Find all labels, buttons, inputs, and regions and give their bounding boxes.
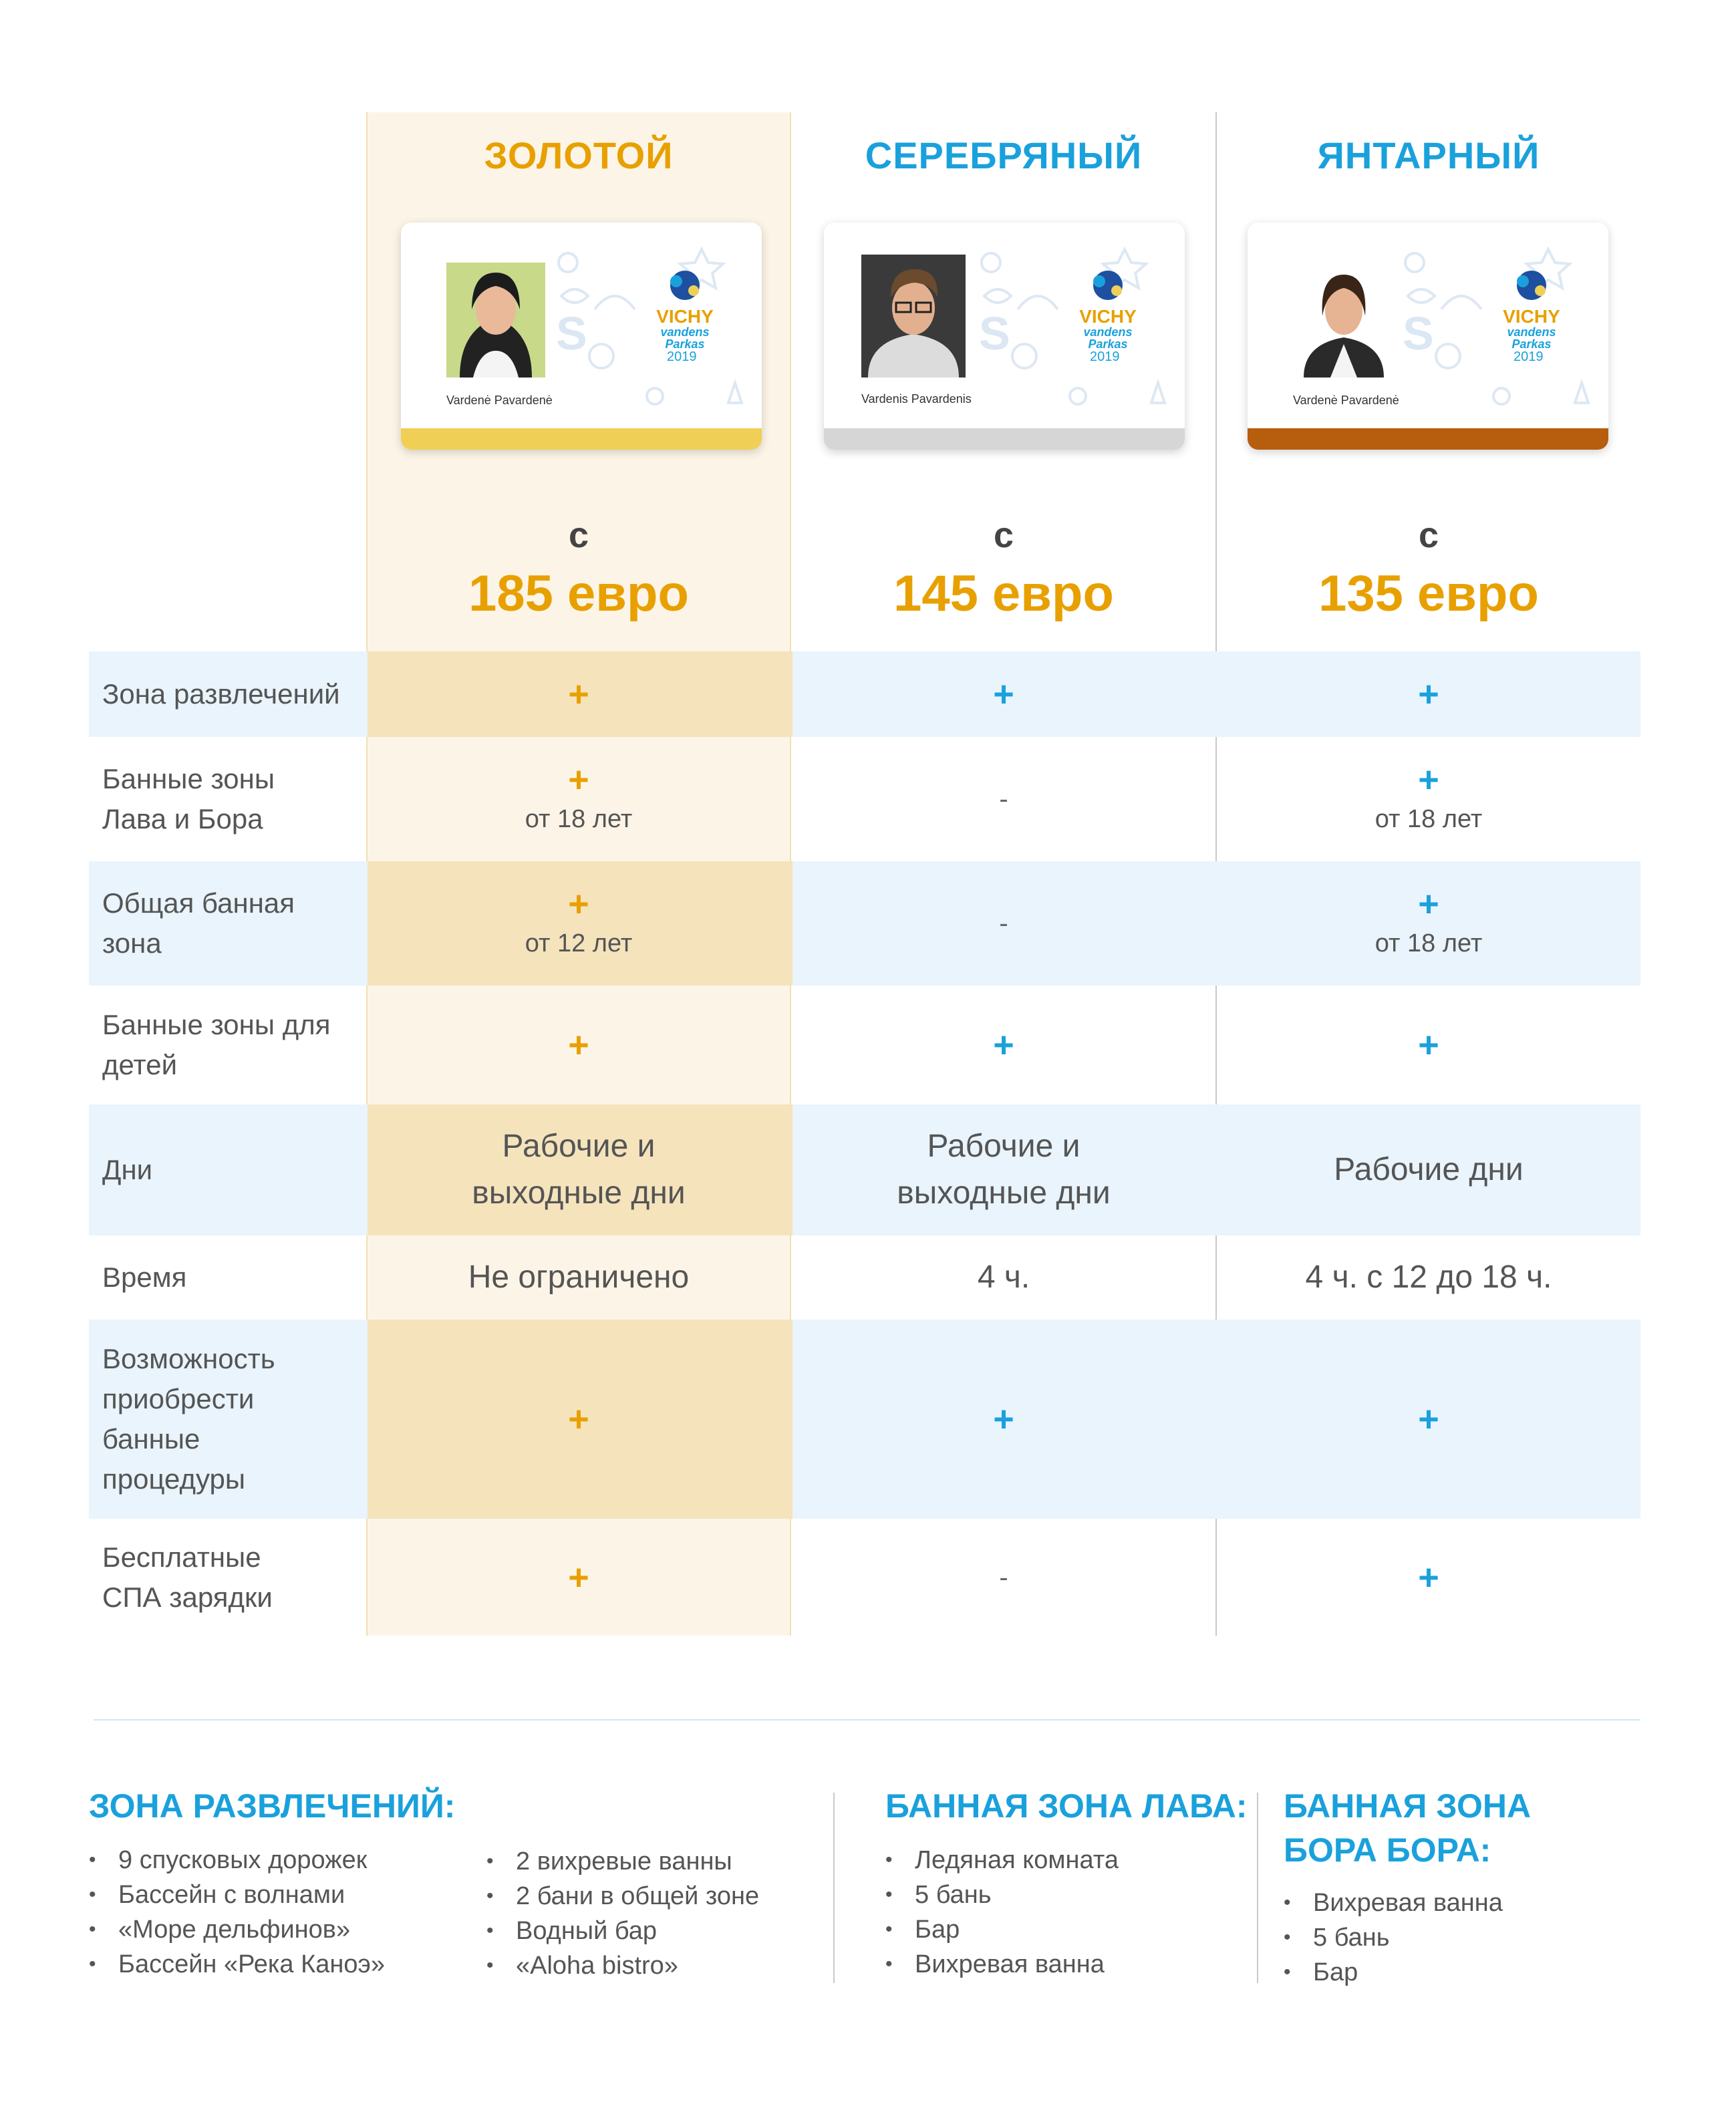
included-plus-icon: +: [568, 1557, 589, 1598]
age-note: от 18 лет: [1375, 929, 1483, 957]
membership-card-amber: [1248, 222, 1608, 450]
table-cell: [1216, 1557, 1641, 1598]
row-label-line: зона: [102, 927, 162, 959]
list-item: • 2 бани в общей зоне: [486, 1879, 759, 1914]
row-label-line: Дни: [102, 1154, 153, 1185]
table-cell: [1216, 1025, 1641, 1065]
column-divider: [833, 1793, 835, 1983]
svg-text:vandens: vandens: [660, 325, 710, 339]
table-cell: [366, 760, 791, 839]
table-cell: [1216, 1254, 1641, 1301]
holder-photo: [446, 263, 545, 378]
included-plus-icon: +: [568, 760, 589, 800]
cell-text: Рабочие дни: [1334, 1152, 1524, 1187]
card-year: 2019: [1090, 349, 1120, 364]
table-cell: [1216, 760, 1641, 839]
card-holder-name: Vardenė Pavardenė: [1293, 394, 1399, 407]
table-cell: [366, 1123, 791, 1217]
table-cell: [791, 674, 1216, 714]
card-stripe: [401, 428, 762, 450]
table-cell: [366, 674, 791, 714]
cell-text-line: Рабочие и: [927, 1129, 1080, 1164]
svg-text:vandens: vandens: [1507, 325, 1556, 339]
person-avatar-icon: [861, 255, 966, 378]
row-label-line: банные: [102, 1423, 200, 1455]
included-plus-icon: +: [993, 1399, 1014, 1439]
bora-zone-title-line: БОРА БОРА:: [1284, 1831, 1491, 1869]
price-silver: 145 евро: [893, 565, 1114, 622]
svg-text:VICHY: VICHY: [656, 306, 714, 327]
list-item: • Бассейн «Река Каноэ»: [89, 1947, 385, 1982]
row-label-line: СПА зарядки: [102, 1582, 273, 1613]
svg-text:vandens: vandens: [1083, 325, 1133, 339]
price-amber: 135 евро: [1318, 565, 1539, 622]
row-label: [102, 759, 275, 839]
cell-text: 4 ч.: [977, 1259, 1030, 1295]
cell-text-line: Рабочие и: [502, 1129, 656, 1164]
included-plus-icon: +: [1418, 884, 1439, 924]
table-cell: [366, 1557, 791, 1598]
list-item: • Ледяная комната: [885, 1843, 1119, 1877]
svg-text:VICHY: VICHY: [1503, 306, 1560, 327]
table-cell: [366, 1399, 791, 1439]
column-divider: [1257, 1793, 1258, 1983]
person-avatar-icon: [1294, 263, 1393, 378]
row-label-line: Зона развлечений: [102, 678, 340, 710]
cell-text-line: выходные дни: [897, 1175, 1111, 1211]
list-item: • Бар: [885, 1912, 1119, 1947]
included-plus-icon: +: [1418, 1025, 1439, 1065]
svg-text:S: S: [1403, 307, 1434, 359]
table-cell: [1216, 674, 1641, 714]
price-prefix: с: [1418, 515, 1439, 555]
table-cell: [791, 1399, 1216, 1439]
svg-text:Parkas: Parkas: [1088, 337, 1128, 351]
card-holder-name: Vardenė Pavardenė: [446, 394, 553, 407]
row-label-line: Общая банная: [102, 887, 295, 919]
holder-photo: [1294, 263, 1393, 378]
bora-zone-title: [1284, 1784, 1531, 1872]
list-item: • Вихревая ванна: [885, 1947, 1119, 1982]
row-label: [102, 1537, 273, 1618]
holder-photo: [861, 255, 966, 378]
plan-name-amber: ЯНТАРНЫЙ: [1317, 134, 1540, 176]
row-label-line: Лава и Бора: [102, 803, 263, 835]
card-stripe: [824, 428, 1185, 450]
price-prefix: с: [568, 515, 589, 555]
bora-zone-list: [1284, 1886, 1503, 1990]
row-label: [102, 1005, 330, 1085]
list-item: • Бассейн с волнами: [89, 1877, 385, 1912]
fun-zone-list-1: [89, 1843, 385, 1982]
age-note: от 12 лет: [525, 929, 633, 957]
person-avatar-icon: [446, 263, 545, 378]
row-label: [102, 1339, 275, 1499]
table-cell: [366, 1254, 791, 1301]
table-cell: [791, 779, 1216, 819]
fun-zone-list-2: [486, 1844, 759, 1983]
included-plus-icon: +: [568, 884, 589, 924]
svg-text:S: S: [979, 307, 1010, 359]
not-included-dash: -: [999, 909, 1008, 938]
list-item: • 5 бань: [1284, 1920, 1503, 1955]
list-item: • 5 бань: [885, 1877, 1119, 1912]
plan-name-silver: СЕРЕБРЯНЫЙ: [865, 134, 1143, 176]
list-item: • 2 вихревые ванны: [486, 1844, 759, 1879]
cell-text-line: выходные дни: [472, 1175, 686, 1211]
included-plus-icon: +: [568, 674, 589, 714]
price-gold: 185 евро: [468, 565, 689, 622]
table-cell: [366, 884, 791, 963]
svg-text:VICHY: VICHY: [1079, 306, 1137, 327]
list-item: • 9 спусковых дорожек: [89, 1843, 385, 1877]
row-label: [102, 883, 295, 963]
table-cell: [791, 1254, 1216, 1301]
included-plus-icon: +: [568, 1025, 589, 1065]
row-label-line: Возможность: [102, 1343, 275, 1374]
list-item: • «Море дельфинов»: [89, 1912, 385, 1947]
table-cell: [791, 1025, 1216, 1065]
price-prefix: с: [993, 515, 1014, 555]
table-cell: [1216, 1399, 1641, 1439]
table-cell: [366, 1025, 791, 1065]
row-label: [102, 1257, 186, 1298]
table-cell: [1216, 1147, 1641, 1193]
svg-text:Parkas: Parkas: [1511, 337, 1552, 351]
card-year: 2019: [1513, 349, 1544, 364]
row-label-line: Банные зоны: [102, 763, 275, 794]
included-plus-icon: +: [1418, 674, 1439, 714]
table-cell: [1216, 884, 1641, 963]
table-cell: [791, 903, 1216, 943]
age-note: от 18 лет: [1375, 805, 1483, 833]
row-label: [102, 674, 340, 714]
included-plus-icon: +: [1418, 1399, 1439, 1439]
svg-text:S: S: [556, 307, 587, 359]
age-note: от 18 лет: [525, 805, 633, 833]
cell-text: 4 ч. с 12 до 18 ч.: [1305, 1259, 1552, 1295]
row-label-line: процедуры: [102, 1463, 246, 1495]
included-plus-icon: +: [1418, 760, 1439, 800]
included-plus-icon: +: [568, 1399, 589, 1439]
card-holder-name: Vardenis Pavardenis: [861, 392, 972, 406]
included-plus-icon: +: [993, 674, 1014, 714]
list-item: • Бар: [1284, 1955, 1503, 1990]
included-plus-icon: +: [993, 1025, 1014, 1065]
row-label-line: Банные зоны для: [102, 1009, 331, 1040]
row-label-line: Время: [102, 1261, 187, 1293]
row-label-line: Бесплатные: [102, 1541, 261, 1573]
row-label-line: приобрести: [102, 1383, 255, 1414]
table-cell: [791, 1557, 1216, 1598]
bora-zone-title-line: БАННАЯ ЗОНА: [1284, 1787, 1532, 1825]
table-cell: [791, 1123, 1216, 1217]
lava-zone-title: БАННАЯ ЗОНА ЛАВА:: [885, 1787, 1248, 1825]
row-label: [102, 1150, 152, 1190]
fun-zone-title: ЗОНА РАЗВЛЕЧЕНИЙ:: [89, 1787, 456, 1825]
not-included-dash: -: [999, 784, 1008, 814]
list-item: • Водный бар: [486, 1914, 759, 1948]
svg-text:Parkas: Parkas: [665, 337, 705, 351]
lava-zone-list: [885, 1843, 1119, 1982]
card-year: 2019: [667, 349, 697, 364]
section-divider: [94, 1719, 1640, 1720]
membership-card-gold: [401, 222, 762, 450]
cell-text: Не ограничено: [468, 1259, 690, 1295]
card-stripe: [1248, 428, 1608, 450]
included-plus-icon: +: [1418, 1557, 1439, 1598]
plan-name-gold: ЗОЛОТОЙ: [484, 134, 674, 176]
row-label-line: детей: [102, 1049, 178, 1080]
not-included-dash: -: [999, 1563, 1008, 1592]
list-item: • Вихревая ванна: [1284, 1886, 1503, 1920]
membership-card-silver: [824, 222, 1185, 450]
list-item: • «Aloha bistro»: [486, 1948, 759, 1983]
